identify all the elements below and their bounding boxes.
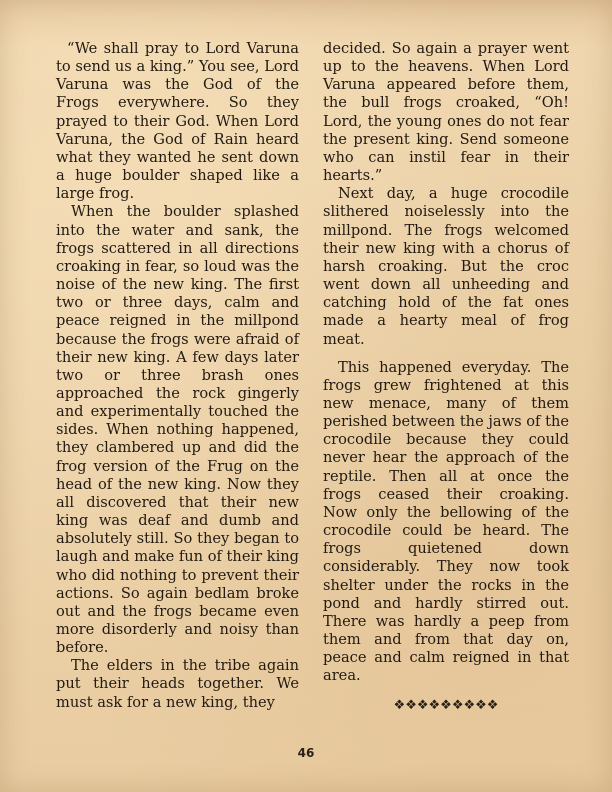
- paragraph: Next day, a huge crocodile slithered noiselessly into the millpond. The frogs welcomed their new king with a chorus of harsh croaking. But the croc went down all unheeding and catching hold of the fat ones made a hearty meal of frog meat.: [323, 185, 569, 348]
- paragraph: The elders in the tribe again put their heads together. We must ask for a new king, they: [56, 657, 299, 711]
- paragraph: This happened everyday. The frogs grew frightened at this new menace, many of them perished between the jaws of the crocodile because they could never hear the approach of the reptile. Then all at once the frogs ceased their croaking. Now only the bellowing of the crocodile could be heard. The frogs quietened down considerably. They now took shelter under the rocks in the pond and hardly stirred out. There was hardly a peep from them and from that day on, peace and calm reigned in that area.: [323, 358, 569, 685]
- section-end-ornament: ❖❖❖❖❖❖❖❖❖: [393, 698, 499, 714]
- right-column: [323, 40, 569, 716]
- page-number: 46: [297, 746, 315, 760]
- paragraph: When the boulder splashed into the water and sank, the frogs scattered in all directions croaking in fear, so loud was the noise of the new king. The first two or three days, calm and peace reigned in the millpond because the frogs were afraid of their new king. A few days later two or three brash ones approached the rock gingerly and experimentally touched the sides. When nothing happened, they clambered up and did the frog version of the Frug on the head of the new king. Now they all discovered that their new king was deaf and dumb and absolutely still. So they began to laugh and make fun of their king who did nothing to prevent their actions. So again bedlam broke out and the frogs became even more disorderly and noisy than before.: [56, 203, 299, 657]
- paragraph: decided. So again a prayer went up to the heavens. When Lord Varuna appeared before them, the bull frogs croaked, “Oh! Lord, the young ones do not fear the present king. Send someone who can instil fear in their hearts.”: [323, 40, 569, 185]
- paragraph: “We shall pray to Lord Varuna to send us a king.” You see, Lord Varuna was the God of the Frogs everywhere. So they prayed to their God. When Lord Varuna, the God of Rain heard what they wanted he sent down a huge boulder shaped like a large frog.: [56, 40, 299, 203]
- left-column: [56, 40, 299, 712]
